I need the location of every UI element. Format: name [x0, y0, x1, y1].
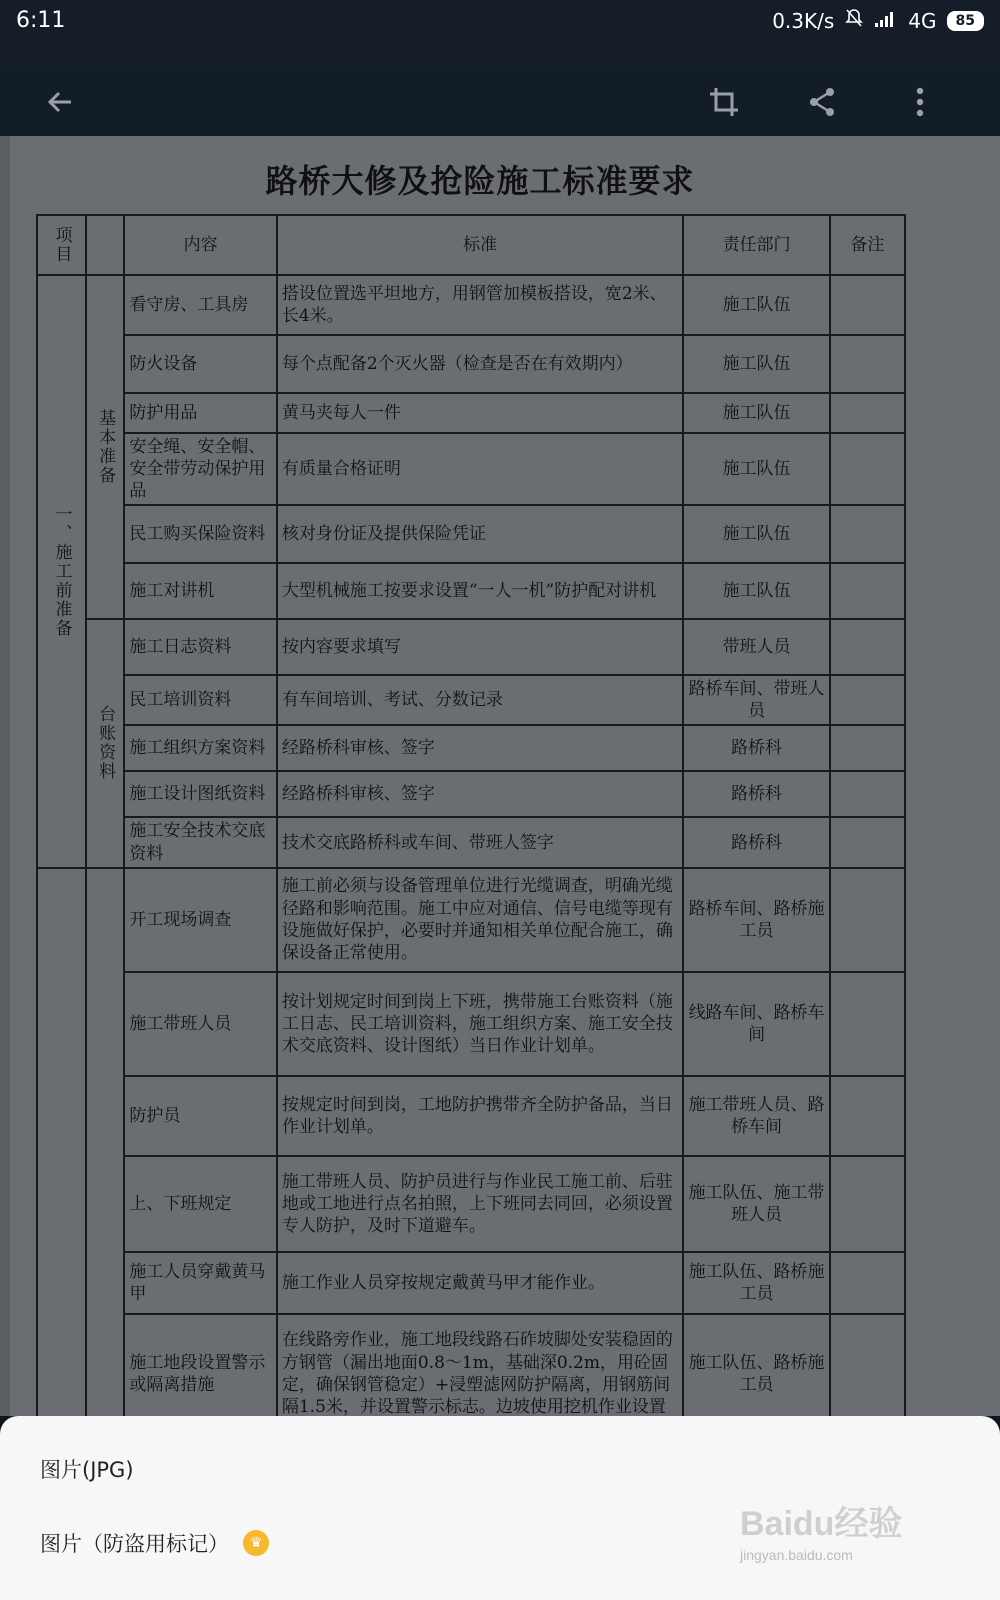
- cell-content: 开工现场调查: [124, 868, 276, 972]
- cell-dept: 施工队伍: [683, 563, 829, 619]
- cell-content: 民工培训资料: [124, 675, 276, 725]
- arrow-left-icon: [45, 87, 75, 117]
- crop-icon: [708, 86, 740, 118]
- cell-remark: [830, 1252, 905, 1314]
- table-row: [37, 868, 905, 972]
- status-time: 6:11: [16, 8, 66, 33]
- document-paper: [10, 136, 1000, 1416]
- cell-content: 施工安全技术交底资料: [124, 817, 276, 867]
- table-row: [37, 771, 905, 817]
- cell-standard: 经路桥科审核、签字: [277, 725, 684, 771]
- cell-content: 民工购买保险资料: [124, 505, 276, 563]
- header-standard: 标准: [277, 215, 684, 275]
- share-button[interactable]: [798, 78, 846, 126]
- table-row: [37, 972, 905, 1076]
- document-image: [0, 136, 1000, 1416]
- table-row: [37, 393, 905, 433]
- cell-remark: [830, 817, 905, 867]
- cell-remark: [830, 675, 905, 725]
- cell-content: 安全绳、安全帽、安全带劳动保护用品: [124, 433, 276, 505]
- share-icon: [806, 86, 838, 118]
- status-icons: [772, 8, 984, 33]
- cell-standard: 施工前必须与设备管理单位进行光缆调查，明确光缆径路和影响范围。施工中应对通信、信号电缆等现有设施做好保护，必要时并通知相关单位配合施工，确保设备正常使用。: [277, 868, 684, 972]
- cell-dept: 施工队伍: [683, 433, 829, 505]
- network-type: 4G: [908, 8, 937, 33]
- cell-standard: 核对身份证及提供保险凭证: [277, 505, 684, 563]
- table-row: [37, 619, 905, 675]
- cell-dept: 施工队伍: [683, 275, 829, 335]
- table-row: [37, 1314, 905, 1416]
- cell-content: 看守房、工具房: [124, 275, 276, 335]
- cell-dept: 路桥车间、带班人员: [683, 675, 829, 725]
- cell-content: 施工带班人员: [124, 972, 276, 1076]
- cell-dept: 带班人员: [683, 619, 829, 675]
- table-row: [37, 433, 905, 505]
- table-row: [37, 1252, 905, 1314]
- crown-icon: ♛: [243, 1530, 269, 1556]
- cell-dept: 施工队伍、路桥施工员: [683, 1252, 829, 1314]
- cell-dept: 路桥车间、路桥施工员: [683, 868, 829, 972]
- section2-cell: [37, 868, 86, 1416]
- cell-dept: 施工队伍: [683, 335, 829, 393]
- cell-dept: 施工队伍、施工带班人员: [683, 1156, 829, 1252]
- cell-dept: 施工队伍: [683, 393, 829, 433]
- table-header-row: [37, 215, 905, 275]
- section1-cell: [37, 275, 86, 868]
- header-remark: 备注: [830, 215, 905, 275]
- cell-dept: 施工队伍: [683, 505, 829, 563]
- cell-standard: 按计划规定时间到岗上下班，携带施工台账资料（施工日志、民工培训资料，施工组织方案、施工安全技术交底资料、设计图纸）当日作业计划单。: [277, 972, 684, 1076]
- cell-standard: 搭设位置选平坦地方，用钢管加模板搭设，宽2米、长4米。: [277, 275, 684, 335]
- cell-remark: [830, 725, 905, 771]
- cell-standard: 施工带班人员、防护员进行与作业民工施工前、后驻地或工地进行点名拍照，上下班同去同回，必须设置专人防护，及时下道避车。: [277, 1156, 684, 1252]
- table-row: [37, 725, 905, 771]
- group-ledger-cell: [86, 619, 125, 867]
- table-row: [37, 563, 905, 619]
- cell-content: 防护用品: [124, 393, 276, 433]
- cell-standard: 按内容要求填写: [277, 619, 684, 675]
- section1-label: 一、施工前准备: [51, 504, 72, 638]
- cell-standard: 黄马夹每人一件: [277, 393, 684, 433]
- cell-standard: 技术交底路桥科或车间、带班人签字: [277, 817, 684, 867]
- cell-remark: [830, 505, 905, 563]
- save-watermarked-option[interactable]: [40, 1528, 269, 1558]
- cell-content: 防护员: [124, 1076, 276, 1156]
- table-row: [37, 675, 905, 725]
- cell-remark: [830, 1156, 905, 1252]
- group-ledger-label: 台账资料: [95, 705, 116, 782]
- baidu-watermark: [740, 1496, 930, 1563]
- save-jpg-label: 图片(JPG): [40, 1458, 134, 1482]
- standards-table: [36, 214, 906, 1416]
- section2-group-cell: [86, 868, 125, 1416]
- cell-content: 施工人员穿戴黄马甲: [124, 1252, 276, 1314]
- cell-dept: 路桥科: [683, 725, 829, 771]
- cell-dept: 施工队伍、路桥施工员: [683, 1314, 829, 1416]
- status-bar: [0, 0, 1000, 68]
- group-basic-cell: [86, 275, 125, 619]
- cell-dept: 施工带班人员、路桥车间: [683, 1076, 829, 1156]
- header-item-label: 项目: [51, 226, 72, 264]
- cell-remark: [830, 619, 905, 675]
- signal-icon: [874, 9, 898, 33]
- cell-content: 施工地段设置警示或隔离措施: [124, 1314, 276, 1416]
- table-row: [37, 275, 905, 335]
- more-button[interactable]: [896, 78, 944, 126]
- cell-remark: [830, 393, 905, 433]
- cell-remark: [830, 771, 905, 817]
- header-group: [86, 215, 125, 275]
- table-row: [37, 1076, 905, 1156]
- cell-standard: 在线路旁作业，施工地段线路石砟坡脚处安装稳固的方钢管（漏出地面0.8～1m，基础深0.2m，用砼固定，确保钢管稳定）+浸塑滤网防护隔离，用钢筋间隔1.5米，并设置警示标志。边坡使用挖机作业设置: [277, 1314, 684, 1416]
- cell-standard: 施工作业人员穿按规定戴黄马甲才能作业。: [277, 1252, 684, 1314]
- group-basic-label: 基本准备: [95, 409, 116, 486]
- cell-dept: 路桥科: [683, 771, 829, 817]
- image-viewer-toolbar: [0, 68, 1000, 136]
- cell-content: 上、下班规定: [124, 1156, 276, 1252]
- cell-remark: [830, 563, 905, 619]
- table-row: [37, 817, 905, 867]
- network-speed: 0.3K/s: [772, 8, 835, 33]
- cell-standard: 经路桥科审核、签字: [277, 771, 684, 817]
- cell-standard: 有质量合格证明: [277, 433, 684, 505]
- cell-dept: 线路车间、路桥车间: [683, 972, 829, 1076]
- table-row: [37, 1156, 905, 1252]
- cell-remark: [830, 433, 905, 505]
- crop-button[interactable]: [700, 78, 748, 126]
- cell-remark: [830, 972, 905, 1076]
- cell-remark: [830, 335, 905, 393]
- mute-icon: [844, 8, 864, 33]
- save-jpg-option[interactable]: [40, 1454, 134, 1484]
- header-content: 内容: [124, 215, 276, 275]
- save-watermarked-label: 图片（防盗用标记）: [40, 1532, 229, 1556]
- cell-content: 防火设备: [124, 335, 276, 393]
- cell-content: 施工日志资料: [124, 619, 276, 675]
- cell-remark: [830, 868, 905, 972]
- document-title: 路桥大修及抢险施工标准要求: [265, 162, 695, 200]
- cell-content: 施工组织方案资料: [124, 725, 276, 771]
- cell-dept: 路桥科: [683, 817, 829, 867]
- table-row: [37, 505, 905, 563]
- cell-standard: 大型机械施工按要求设置“一人一机”防护配对讲机: [277, 563, 684, 619]
- header-dept: 责任部门: [683, 215, 829, 275]
- cell-content: 施工对讲机: [124, 563, 276, 619]
- cell-remark: [830, 275, 905, 335]
- cell-standard: 按规定时间到岗，工地防护携带齐全防护备品，当日作业计划单。: [277, 1076, 684, 1156]
- cell-remark: [830, 1076, 905, 1156]
- cell-standard: 有车间培训、考试、分数记录: [277, 675, 684, 725]
- cell-remark: [830, 1314, 905, 1416]
- table-row: [37, 335, 905, 393]
- watermark-url: jingyan.baidu.com: [740, 1547, 853, 1563]
- more-vertical-icon: [915, 86, 925, 118]
- watermark-brand: Baidu经验: [740, 1505, 903, 1543]
- battery-icon: 85: [947, 11, 984, 31]
- cell-standard: 每个点配备2个灭火器（检查是否在有效期内）: [277, 335, 684, 393]
- header-item: [37, 215, 86, 275]
- cell-content: 施工设计图纸资料: [124, 771, 276, 817]
- back-button[interactable]: [36, 78, 84, 126]
